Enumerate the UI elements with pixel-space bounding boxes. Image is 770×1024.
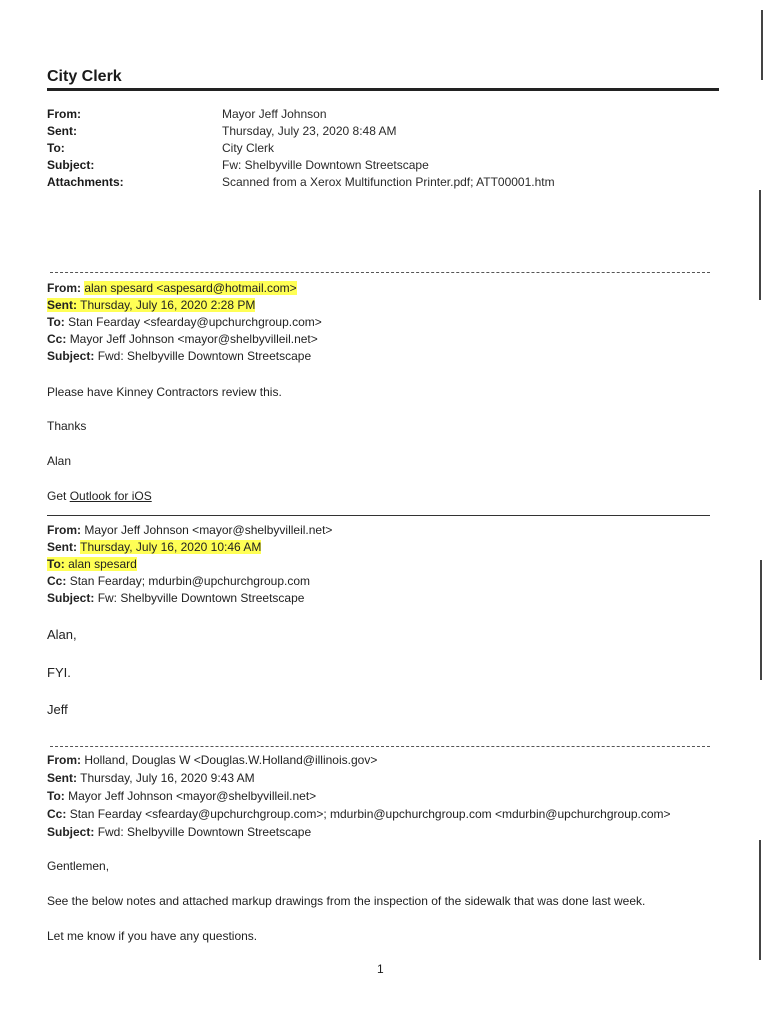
msg3-sent-label: Sent:	[47, 771, 77, 785]
msg2-cc-label: Cc:	[47, 574, 67, 588]
msg3-subject-label: Subject:	[47, 825, 95, 839]
msg1-sent	[47, 297, 255, 314]
scan-edge-mark	[759, 190, 761, 300]
msg2-body-line: Alan,	[47, 627, 77, 642]
msg1-cc	[47, 331, 318, 348]
header-label: Attachments:	[47, 175, 124, 189]
msg2-subject	[47, 590, 304, 607]
msg1-body-line: Please have Kinney Contractors review this.	[47, 385, 282, 399]
msg2-from	[47, 522, 332, 539]
msg1-subject	[47, 348, 311, 365]
msg1-sent-value: Thursday, July 16, 2020 2:28 PM	[80, 298, 256, 312]
msg2-to-value: alan spesard	[68, 557, 137, 571]
msg2-subject-value: Fw: Shelbyville Downtown Streetscape	[97, 591, 305, 605]
get-prefix: Get	[47, 489, 67, 503]
msg2-sent-value: Thursday, July 16, 2020 10:46 AM	[80, 540, 262, 554]
msg3-to	[47, 788, 316, 805]
msg2-cc	[47, 573, 310, 590]
msg2-cc-value: Stan Fearday; mdurbin@upchurchgroup.com	[69, 574, 310, 588]
msg3-to-label: To:	[47, 789, 65, 803]
msg3-body-line: Gentlemen,	[47, 859, 110, 873]
scan-edge-mark	[759, 840, 761, 960]
msg2-from-value: Mayor Jeff Johnson <mayor@shelbyvilleil.net>	[84, 523, 333, 537]
msg1-cc-label: Cc:	[47, 332, 67, 346]
msg3-body-line: Let me know if you have any questions.	[47, 929, 258, 943]
msg1-to-value: Stan Fearday <sfearday@upchurchgroup.com>	[68, 315, 322, 329]
msg2-from-label: From:	[47, 523, 81, 537]
header-label: From:	[47, 107, 81, 121]
separator-solid	[47, 515, 710, 516]
msg3-body-line: See the below notes and attached markup drawings from the inspection of the sidewalk that was done last week.	[47, 894, 646, 908]
msg3-cc-value: Stan Fearday <sfearday@upchurchgroup.com>; mdurbin@upchurchgroup.com <mdurbin@upchurchgroup.com>	[69, 807, 671, 821]
msg3-from-value: Holland, Douglas W <Douglas.W.Holland@illinois.gov>	[84, 753, 378, 767]
msg3-from-label: From:	[47, 753, 81, 767]
msg1-to	[47, 314, 322, 331]
msg3-sent	[47, 770, 255, 787]
separator-dashed	[50, 746, 710, 747]
msg1-to-label: To:	[47, 315, 65, 329]
msg1-signature-line	[47, 488, 152, 505]
msg1-body-line: Thanks	[47, 419, 87, 433]
msg2-sent-label: Sent:	[47, 540, 77, 554]
msg1-from-label: From:	[47, 281, 81, 295]
msg2-body-line: FYI.	[47, 665, 71, 680]
scan-edge-mark	[761, 10, 763, 80]
header-rule	[47, 88, 719, 91]
header-value: Fw: Shelbyville Downtown Streetscape	[222, 158, 429, 172]
header-value: Thursday, July 23, 2020 8:48 AM	[222, 124, 397, 138]
msg3-sent-value: Thursday, July 16, 2020 9:43 AM	[80, 771, 255, 785]
msg1-body-line: Alan	[47, 454, 72, 468]
msg3-cc	[47, 806, 671, 823]
msg3-from	[47, 752, 377, 769]
header-value: Scanned from a Xerox Multifunction Printer.pdf; ATT00001.htm	[222, 175, 555, 189]
msg1-from	[47, 280, 297, 297]
header-value: City Clerk	[222, 141, 275, 155]
msg2-to-label: To:	[47, 557, 65, 571]
page-title: City Clerk	[47, 68, 122, 85]
msg3-to-value: Mayor Jeff Johnson <mayor@shelbyvilleil.net>	[68, 789, 317, 803]
header-value: Mayor Jeff Johnson	[222, 107, 327, 121]
page-number: 1	[377, 962, 384, 976]
msg3-subject-value: Fwd: Shelbyville Downtown Streetscape	[97, 825, 312, 839]
msg3-subject	[47, 824, 311, 841]
outlook-ios-link[interactable]: Outlook for iOS	[69, 489, 152, 503]
msg1-subject-label: Subject:	[47, 349, 95, 363]
msg1-subject-value: Fwd: Shelbyville Downtown Streetscape	[97, 349, 312, 363]
msg2-to	[47, 556, 137, 573]
header-label: To:	[47, 141, 65, 155]
msg2-sent	[47, 539, 261, 556]
msg1-cc-value: Mayor Jeff Johnson <mayor@shelbyvilleil.net>	[69, 332, 318, 346]
scan-edge-mark	[760, 560, 762, 680]
msg2-subject-label: Subject:	[47, 591, 95, 605]
msg2-body-line: Jeff	[47, 702, 68, 717]
header-label: Sent:	[47, 124, 77, 138]
msg1-from-value: alan spesard <aspesard@hotmail.com>	[84, 281, 297, 295]
separator-dashed	[50, 272, 710, 273]
msg3-cc-label: Cc:	[47, 807, 67, 821]
header-label: Subject:	[47, 158, 95, 172]
msg1-sent-label: Sent:	[47, 298, 77, 312]
